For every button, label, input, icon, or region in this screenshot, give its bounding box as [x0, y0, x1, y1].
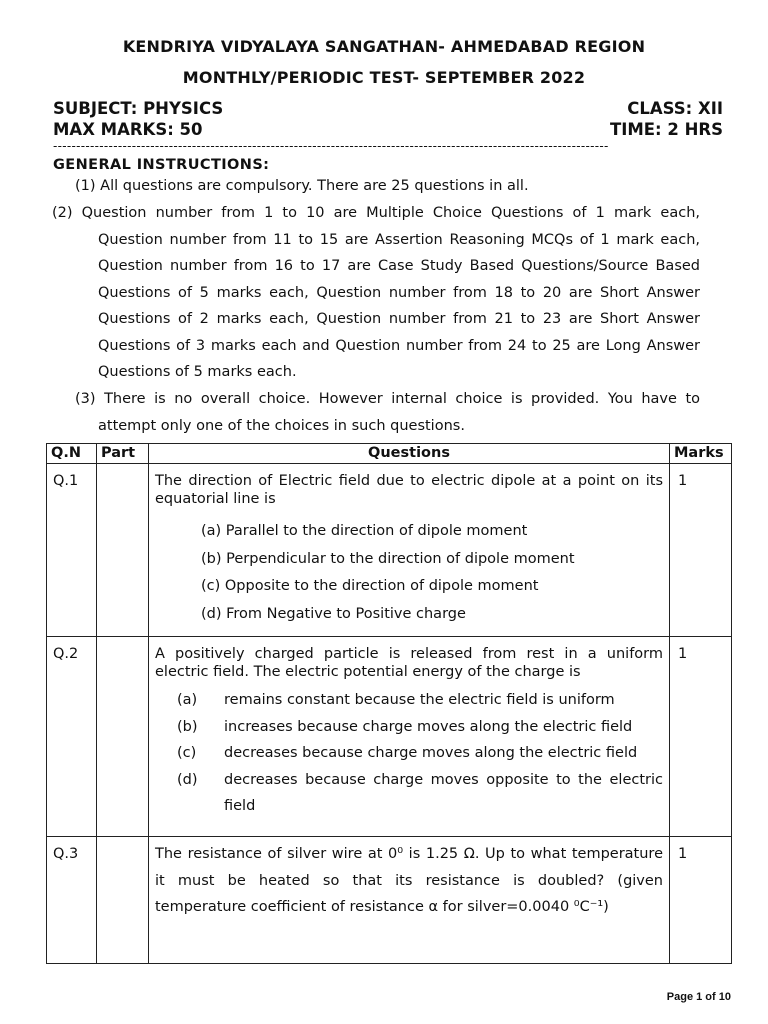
question-marks: 1 [670, 637, 732, 837]
question-cell [149, 464, 670, 637]
option-c: (c) Opposite to the direction of dipole moment [201, 578, 539, 594]
instruction-item-2-text: (2) Question number from 1 to 10 are Multiple Choice Questions of 1 mark each, Question number from 11 to 15 are Assertion Reasoning MCQs of 1 mark each, Question number from 16 to 17 are Case Study Based Questions/Source Based Questions of 5 marks each, Question number from 18 to 20 are Short Answer Questions of 2 marks each, Question number from 21 to 23 are Short Answer Questions of 3 marks each and Question number from 24 to 25 are Long Answer Questions of 5 marks each. [52, 205, 700, 380]
total-pages: 10 [718, 991, 731, 1003]
instruction-item-3-text: (3) There is no overall choice. However internal choice is provided. You have to attempt only one of the choices in such questions. [75, 391, 700, 434]
option-d [177, 767, 663, 820]
question-text: The resistance of silver wire at 0⁰ is 1.25 Ω. Up to what temperature it must be heated so that its resistance is doubled? (given temperature coefficient of resistance α for silver=0.0040 ⁰C⁻¹) [155, 846, 663, 915]
option-label: (d) [177, 771, 198, 788]
option-text: remains constant because the electric field is uniform [224, 692, 615, 708]
instruction-item-1: (1) All questions are compulsory. There are 25 questions in all. [75, 178, 529, 194]
options-list [177, 687, 663, 820]
header-qn: Q.N [47, 444, 97, 464]
questions-table [46, 443, 732, 964]
option-b: (b) Perpendicular to the direction of dipole moment [201, 550, 575, 567]
option-c [177, 740, 663, 767]
question-text: The direction of Electric field due to electric dipole at a point on its equatorial line is [155, 473, 663, 507]
current-page: 1 [696, 991, 703, 1003]
question-marks: 1 [670, 464, 732, 637]
option-text: decreases because charge moves along the electric field [224, 745, 638, 761]
table-row [47, 837, 732, 964]
school-title: KENDRIYA VIDYALAYA SANGATHAN- AHMEDABAD REGION [122, 37, 646, 56]
dashed-separator: ------------------------------------------------------------------------------------------------------------------------ [53, 139, 609, 153]
option-label: (a) [177, 692, 198, 708]
option-d: (d) From Negative to Positive charge [201, 605, 466, 622]
question-part [97, 637, 149, 837]
question-part [97, 464, 149, 637]
instructions-title: GENERAL INSTRUCTIONS: [53, 157, 270, 173]
subject-label: SUBJECT: PHYSICS [53, 99, 224, 118]
instruction-item-3 [75, 386, 700, 439]
option-label: (c) [177, 745, 197, 761]
page-prefix: Page [666, 991, 697, 1003]
page-number [667, 991, 731, 1003]
header-questions: Questions [149, 444, 670, 464]
question-number: Q.3 [47, 837, 97, 964]
page-of: of [702, 991, 719, 1003]
question-number: Q.1 [47, 464, 97, 637]
meta-row-subject [53, 99, 723, 118]
option-text: increases because charge moves along the electric field [224, 718, 633, 735]
option-label: (b) [177, 718, 198, 735]
instruction-item-2 [52, 200, 700, 386]
max-marks-label: MAX MARKS: 50 [53, 120, 203, 139]
question-text: A positively charged particle is released from rest in a uniform electric field. The electric potential energy of the charge is [155, 646, 663, 680]
meta-row-marks [53, 120, 723, 139]
test-title: MONTHLY/PERIODIC TEST- SEPTEMBER 2022 [182, 68, 586, 87]
table-row [47, 637, 732, 837]
question-cell [149, 837, 670, 964]
table-row [47, 464, 732, 637]
header-part: Part [97, 444, 149, 464]
option-text: decreases because charge moves opposite to the electric field [224, 771, 663, 814]
question-number: Q.2 [47, 637, 97, 837]
question-marks: 1 [670, 837, 732, 964]
question-part [97, 837, 149, 964]
question-cell [149, 637, 670, 837]
class-label: CLASS: XII [627, 99, 723, 118]
time-label: TIME: 2 HRS [609, 120, 723, 139]
option-a [177, 687, 663, 714]
header-marks: Marks [670, 444, 732, 464]
options-list [201, 518, 663, 628]
table-header-row [47, 444, 732, 464]
option-a: (a) Parallel to the direction of dipole moment [201, 523, 528, 539]
option-b [177, 714, 663, 741]
